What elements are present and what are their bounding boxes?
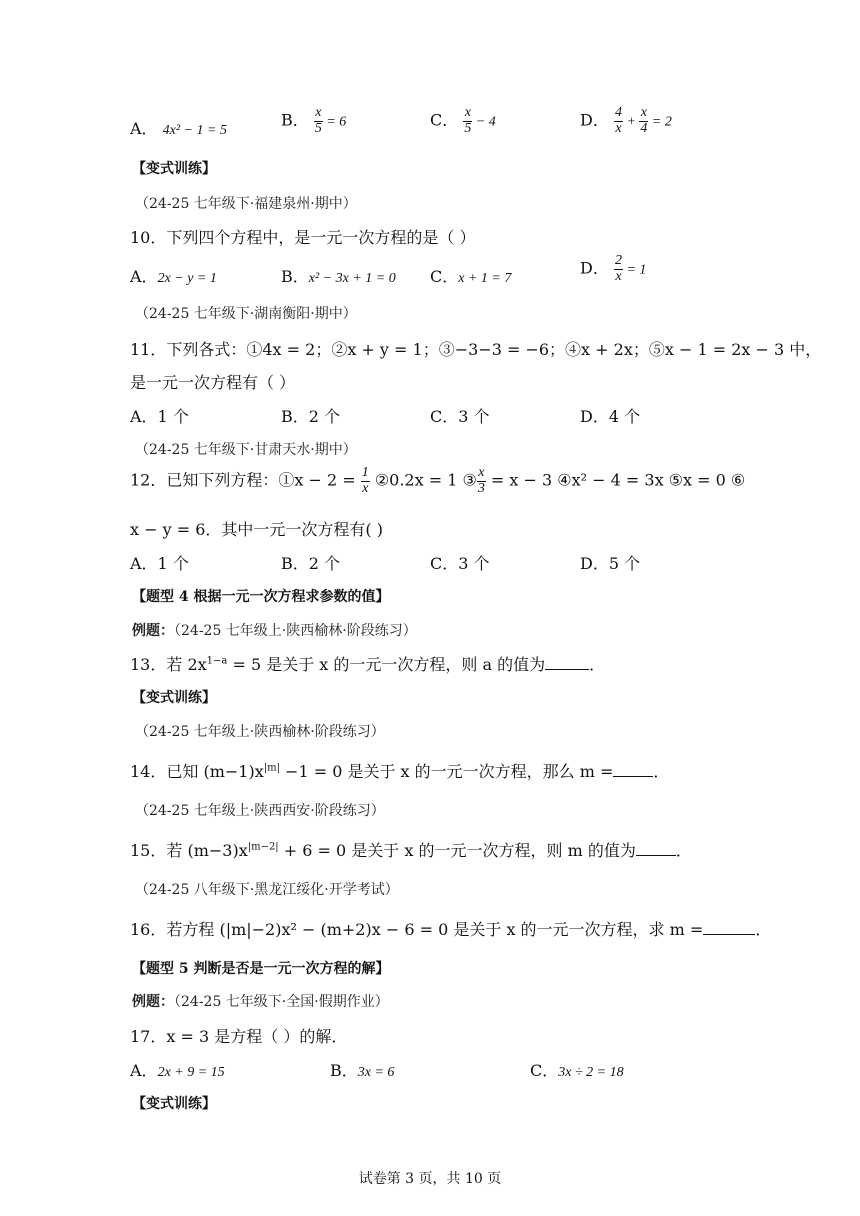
- q12-option-d: D．5 个: [580, 554, 641, 573]
- page-footer: 试卷第 3 页，共 10 页: [358, 1171, 502, 1187]
- answer-blank[interactable]: [703, 922, 755, 935]
- q11-stem-line1: 11．下列各式：①4x = 2；②x + y = 1；③−3−3 = −6；④x + 2x；⑤x − 1 = 2x − 3 中，: [130, 340, 822, 359]
- q16-stem: [130, 917, 771, 940]
- stem-text: = x − 3 ④x² − 4 = 3x ⑤x = 0 ⑥: [485, 470, 746, 490]
- example-source: （24-25 七年级下·全国·假期作业）: [174, 994, 389, 1010]
- q12-source: （24-25 七年级下·甘肃天水·期中）: [135, 442, 357, 458]
- fraction: [361, 466, 370, 496]
- example-source: （24-25 七年级上·陕西榆林·阶段练习）: [174, 623, 417, 639]
- q12-stem-line1: [130, 466, 745, 496]
- q14-stem: [130, 759, 669, 782]
- numerator: x: [640, 105, 647, 120]
- variant-training-header: 【变式训练】: [132, 161, 216, 177]
- variant-training-header: 【变式训练】: [132, 690, 216, 706]
- q12-option-c: C．3 个: [430, 554, 490, 573]
- q13-stem: [130, 652, 605, 675]
- option-expression: 3x = 6: [357, 1065, 395, 1080]
- type4-header: 【题型 4 根据一元一次方程求参数的值】: [132, 589, 390, 605]
- stem-text: 16．若方程 (|m|−2)x² − (m+2)x − 6 = 0 是关于 x 的一元一次方程，求 m =: [130, 920, 704, 939]
- denominator: 5: [314, 120, 322, 136]
- q10-option-d: [580, 254, 646, 284]
- stem-text: ．: [675, 841, 692, 860]
- denominator: x: [615, 120, 622, 136]
- type5-example: [132, 991, 389, 1011]
- numerator: 4: [614, 105, 622, 120]
- example-label: 例题：: [132, 994, 174, 1010]
- q17-stem: 17．x = 3 是方程（ ）的解．: [130, 1027, 348, 1046]
- fraction: [614, 254, 623, 284]
- option-expression: = 6: [322, 114, 347, 130]
- stem-text: = 5 是关于 x 的一元一次方程，则 a 的值为: [227, 655, 546, 674]
- exponent: |m|: [263, 762, 280, 774]
- option-label: A．: [130, 119, 158, 138]
- q11-option-c: C．3 个: [430, 407, 490, 426]
- q14-source: （24-25 七年级上·陕西榆林·阶段练习）: [135, 724, 385, 740]
- option-expression: 2x + 9 = 15: [157, 1065, 225, 1080]
- numerator: x: [478, 465, 485, 480]
- answer-blank[interactable]: [613, 764, 653, 777]
- fraction: [314, 106, 323, 136]
- numerator: x: [315, 105, 322, 120]
- stem-text: + 6 = 0 是关于 x 的一元一次方程，则 m 的值为: [278, 841, 636, 860]
- option-expression: 4x² − 1 = 5: [162, 123, 227, 138]
- q9-option-b: [281, 106, 346, 136]
- q17-option-a: [130, 1058, 225, 1081]
- q9-option-c: [430, 106, 496, 136]
- answer-blank[interactable]: [545, 657, 589, 670]
- q15-stem: [130, 838, 692, 861]
- q12-option-a: A．1 个: [130, 554, 189, 573]
- option-expression: − 4: [472, 114, 496, 130]
- q17-option-b: [330, 1058, 394, 1081]
- q16-source: （24-25 八年级下·黑龙江绥化·开学考试）: [135, 882, 399, 898]
- example-label: 例题：: [132, 623, 174, 639]
- option-label: C．: [530, 1061, 559, 1080]
- q12-option-b: B．2 个: [281, 554, 341, 573]
- q12-stem-line2: x − y = 6．其中一元一次方程有( ): [130, 520, 383, 539]
- option-expression: x + 1 = 7: [458, 271, 512, 286]
- numerator: x: [464, 105, 471, 120]
- answer-blank[interactable]: [636, 843, 676, 856]
- denominator: 5: [464, 120, 472, 136]
- denominator: x: [362, 480, 369, 496]
- option-label: A．: [130, 267, 158, 286]
- option-expression: x² − 3x + 1 = 0: [308, 271, 396, 286]
- q10-stem: 10．下列四个方程中，是一元一次方程的是（ ）: [130, 228, 476, 247]
- exponent: 1−a: [206, 655, 228, 667]
- q10-source: （24-25 七年级下·福建泉州·期中）: [135, 196, 357, 212]
- stem-text: ．: [755, 920, 772, 939]
- denominator: 3: [477, 480, 485, 496]
- stem-text: 12．已知下列方程：①x − 2 =: [130, 470, 361, 490]
- option-label: C．: [430, 110, 459, 130]
- q11-option-a: A．1 个: [130, 407, 189, 426]
- fraction: [463, 106, 472, 136]
- stem-text: 13．若 2x: [130, 655, 207, 674]
- q9-option-d: [580, 106, 672, 136]
- numerator: 2: [614, 253, 622, 268]
- denominator: 4: [640, 120, 648, 136]
- q9-option-a: [130, 116, 227, 139]
- option-label: B．: [281, 110, 309, 130]
- option-label: D．: [580, 110, 609, 130]
- option-label: B．: [330, 1061, 358, 1080]
- q11-option-d: D．4 个: [580, 407, 641, 426]
- stem-text: −1 = 0 是关于 x 的一元一次方程，那么 m =: [279, 762, 614, 781]
- option-expression: = 2: [648, 114, 672, 130]
- type5-header: 【题型 5 判断是否是一元一次方程的解】: [132, 961, 390, 977]
- stem-text: ②0.2x = 1 ③: [369, 470, 477, 490]
- option-expression: 2x − y = 1: [157, 271, 217, 286]
- exponent: |m−2|: [247, 841, 279, 853]
- q10-option-c: [430, 264, 511, 287]
- option-expression: 3x ÷ 2 = 18: [558, 1065, 624, 1080]
- option-label: A．: [130, 1061, 158, 1080]
- variant-training-header: 【变式训练】: [132, 1096, 216, 1112]
- q10-option-a: [130, 264, 217, 287]
- fraction: [614, 106, 623, 136]
- stem-text: 15．若 (m−3)x: [130, 841, 248, 860]
- q10-option-b: [281, 264, 396, 287]
- q17-option-c: [530, 1058, 624, 1081]
- option-expression: = 1: [622, 262, 647, 278]
- denominator: x: [615, 268, 622, 284]
- option-label: D．: [580, 258, 609, 278]
- fraction: [477, 466, 486, 496]
- option-label: C．: [430, 267, 459, 286]
- q15-source: （24-25 七年级上·陕西西安·阶段练习）: [135, 803, 385, 819]
- numerator: 1: [361, 465, 369, 480]
- option-label: B．: [281, 267, 309, 286]
- stem-text: 14．已知 (m−1)x: [130, 762, 264, 781]
- q11-source: （24-25 七年级下·湖南衡阳·期中）: [135, 306, 357, 322]
- stem-text: ．: [653, 762, 670, 781]
- q11-option-b: B．2 个: [281, 407, 341, 426]
- stem-text: ．: [589, 655, 606, 674]
- q11-stem-line2: 是一元一次方程有（ ）: [130, 373, 296, 392]
- type4-example: [132, 620, 417, 640]
- plus-sign: +: [622, 114, 640, 130]
